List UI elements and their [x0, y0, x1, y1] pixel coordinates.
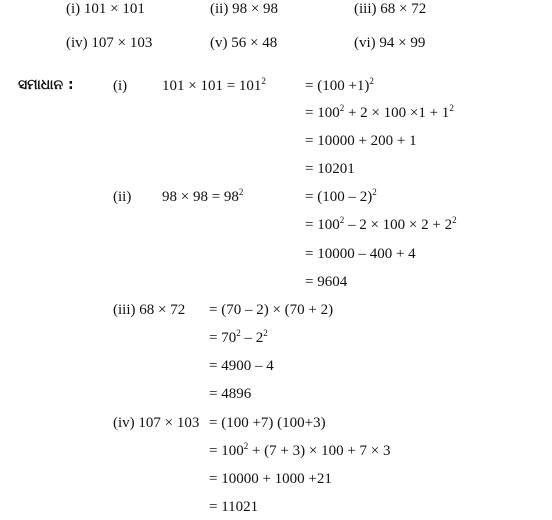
- part-iv-step-4: = 11021: [209, 499, 259, 515]
- part-iv-step-2: = $100^2 + (7 + 3) \times 100 + 7 \times 3$: [209, 441, 391, 459]
- part-iii-step-3: = 4900 – 4: [209, 358, 274, 374]
- part-iii-step-2: = $70^2 - 2^2$: [209, 328, 268, 346]
- part-ii-step-2: = $100^2 - 2 \times 100 \times 2 + 2^2$: [305, 215, 457, 233]
- part-i-expression: $101 \times 101 = 101^2$: [162, 76, 266, 94]
- problem-iv: (iv) 107 × 103: [66, 35, 153, 51]
- part-i-label: (i): [113, 78, 128, 94]
- problem-ii: (ii) 98 × 98: [210, 1, 279, 17]
- part-ii-step-4: = 9604: [305, 274, 348, 290]
- part-iv-step-1: = (100 +7) (100+3): [209, 415, 326, 431]
- problem-iii: (iii) 68 × 72: [354, 1, 427, 17]
- part-iii-step-1: = (70 – 2) × (70 + 2): [209, 302, 334, 318]
- part-ii-step-3: = 10000 – 400 + 4: [305, 246, 416, 262]
- part-ii-label: (ii): [113, 189, 132, 205]
- part-iii-step-4: = 4896: [209, 386, 252, 402]
- part-iv-step-3: = 10000 + 1000 +21: [209, 471, 332, 487]
- part-ii-step-1: = (100 – 2)$^2$: [305, 187, 377, 205]
- part-i-step-2: = $100^2 + 2 \times 100 \times 1 + 1^2$: [305, 103, 454, 121]
- problem-i: (i) 101 × 101: [66, 1, 145, 17]
- part-i-step-1: = $(100 +1)^2$: [305, 76, 374, 94]
- part-i-step-4: = 10201: [305, 161, 355, 177]
- part-ii-expression: $98 \times 98 = 98^2$: [162, 187, 244, 205]
- part-iii-label: (iii) 68 × 72: [113, 302, 186, 318]
- problem-vi: (vi) 94 × 99: [354, 35, 426, 51]
- problem-v: (v) 56 × 48: [210, 35, 278, 51]
- part-iv-label: (iv) 107 × 103: [113, 415, 200, 431]
- part-i-step-3: = 10000 + 200 + 1: [305, 133, 417, 149]
- solution-label: ସମାଧାନ :: [18, 77, 74, 93]
